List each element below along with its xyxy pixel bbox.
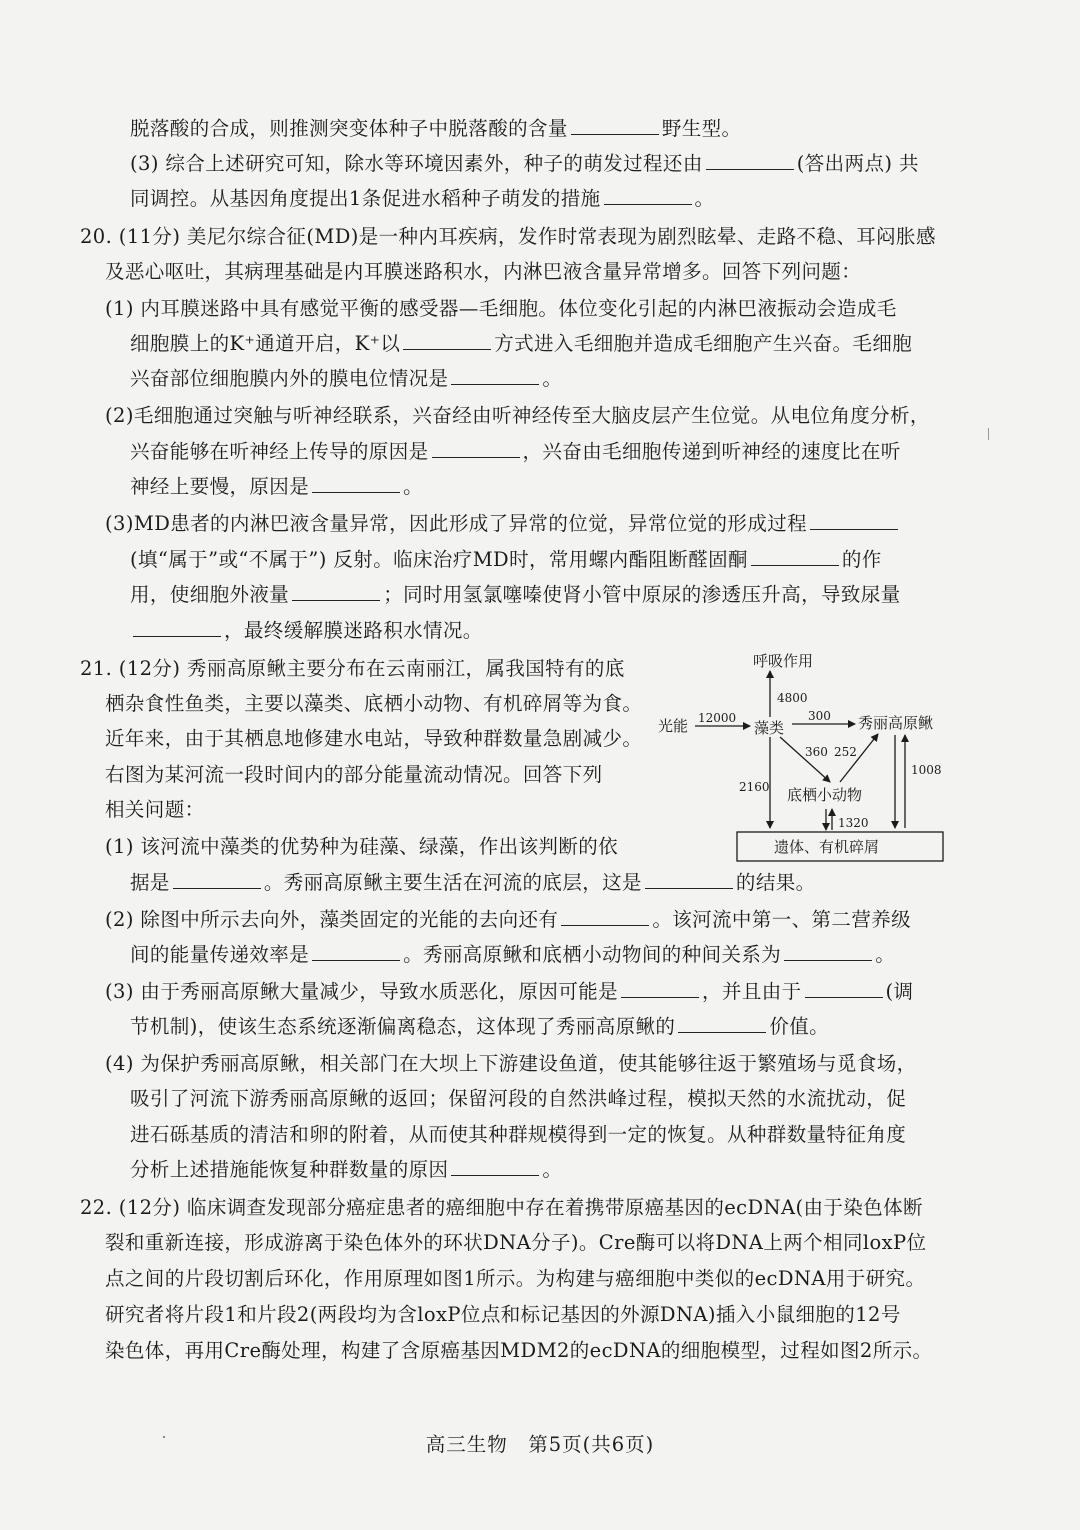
arrow-algae-benthic [780, 737, 830, 782]
text-line: (1) 内耳膜迷路中具有感觉平衡的感受器—毛细胞。体位变化引起的内淋巴液振动会造成毛 [105, 297, 897, 320]
text-line: 节机制)，使该生态系统逐渐偏离稳态，这体现了秀丽高原鳅的 价值。 [130, 1015, 830, 1038]
page-footer: 高三生物 第5页(共6页) [425, 1433, 655, 1456]
question-21-stem: 21. (12分) 秀丽高原鳅主要分布在云南丽江，属我国特有的底 [80, 657, 625, 680]
text-line: 神经上要慢，原因是 。 [130, 475, 424, 498]
answer-blank[interactable] [432, 439, 520, 458]
energy-flow-diagram [650, 645, 960, 870]
value-benthic-fish: 252 [834, 745, 857, 759]
benthic-label: 底栖小动物 [787, 786, 863, 804]
text-line: 染色体，再用Cre酶处理，构建了含原癌基因MDM2的ecDNA的细胞模型，过程如图2所示。 [105, 1339, 933, 1362]
text-line: 相关问题： [105, 798, 205, 821]
value-light-algae: 12000 [698, 711, 737, 725]
answer-blank[interactable] [784, 942, 872, 961]
answer-blank[interactable] [810, 511, 898, 530]
value-benthic-detritus: 1320 [838, 816, 869, 830]
answer-blank[interactable] [451, 1157, 539, 1176]
value-algae-detritus: 2160 [739, 780, 770, 794]
answer-blank[interactable] [604, 186, 692, 205]
text-line: 近年来，由于其栖息地修建水电站，导致种群数量急剧减少。 [105, 727, 643, 750]
answer-blank[interactable] [805, 979, 883, 998]
answer-blank[interactable] [403, 331, 491, 350]
value-algae-benthic: 360 [805, 745, 828, 759]
value-fish-detritus: 1008 [911, 763, 942, 777]
answer-blank[interactable] [292, 582, 380, 601]
text-line: 用，使细胞外液量 ；同时用氢氯噻嗪使肾小管中原尿的渗透压升高，导致尿量 [130, 583, 901, 606]
text-line: 兴奋部位细胞膜内外的膜电位情况是 。 [130, 367, 563, 390]
text-line: 据是 。秀丽高原鳅主要生活在河流的底层，这是 的结果。 [130, 871, 816, 894]
text-line: 兴奋能够在听神经上传导的原因是 ，兴奋由毛细胞传递到听神经的速度比在听 [130, 440, 901, 463]
text-line: 栖杂食性鱼类，主要以藻类、底栖小动物、有机碎屑等为食。 [105, 692, 643, 715]
text-line: 点之间的片段切割后环化，作用原理如图1所示。为构建与癌细胞中类似的ecDNA用于研究。 [105, 1267, 926, 1290]
answer-blank[interactable] [451, 366, 539, 385]
answer-blank[interactable] [571, 116, 659, 135]
detritus-label: 遗体、有机碎屑 [774, 838, 880, 856]
answer-blank[interactable] [312, 474, 400, 493]
text-line: (4) 为保护秀丽高原鳅，相关部门在大坝上下游建设鱼道，使其能够往返于繁殖场与觅食场， [105, 1052, 917, 1075]
text-line: (填“属于”或“不属于”) 反射。临床治疗MD时，常用螺内酯阻断醛固酮 的作 [130, 548, 882, 571]
value-algae-respiration: 4800 [777, 691, 808, 705]
text-line: 间的能量传递效率是 。秀丽高原鳅和底栖小动物间的种间关系为 。 [130, 943, 896, 966]
text-line: (3) 综合上述研究可知，除水等环境因素外，种子的萌发过程还由 (答出两点) 共 [130, 152, 919, 175]
text-line: 进石砾基质的清洁和卵的附着，从而使其种群规模得到一定的恢复。从种群数量特征角度 [130, 1123, 907, 1146]
light-label: 光能 [658, 717, 689, 735]
answer-blank[interactable] [173, 870, 261, 889]
fish-label: 秀丽高原鳅 [858, 714, 934, 732]
answer-blank[interactable] [133, 618, 221, 637]
answer-blank[interactable] [751, 547, 839, 566]
respiration-label: 呼吸作用 [753, 652, 814, 670]
text-line: 分析上述措施能恢复种群数量的原因 。 [130, 1158, 563, 1181]
text-line: (2) 除图中所示去向外，藻类固定的光能的去向还有 。该河流中第一、第二营养级 [105, 908, 912, 931]
text-line: 同调控。从基因角度提出1条促进水稻种子萌发的措施 。 [130, 187, 715, 210]
question-20-stem: 20. (11分) 美尼尔综合征(MD)是一种内耳疾病，发作时常表现为剧烈眩晕、走路不稳、耳闷胀感 [80, 225, 936, 248]
answer-blank[interactable] [645, 870, 733, 889]
answer-blank[interactable] [706, 151, 794, 170]
text-line: 细胞膜上的K⁺通道开启，K⁺以 方式进入毛细胞并造成毛细胞产生兴奋。毛细胞 [130, 332, 913, 355]
answer-blank[interactable] [561, 907, 649, 926]
text-line: (3)MD患者的内淋巴液含量异常，因此形成了异常的位觉，异常位觉的形成过程 [105, 511, 901, 537]
text-line: 吸引了河流下游秀丽高原鳅的返回；保留河段的自然洪峰过程，模拟天然的水流扰动，促 [130, 1087, 907, 1110]
question-22-stem: 22. (12分) 临床调查发现部分癌症患者的癌细胞中存在着携带原癌基因的ecDNA(由于染色体断 [80, 1196, 923, 1219]
answer-blank[interactable] [312, 942, 400, 961]
text-line: ，最终缓解膜迷路积水情况。 [130, 618, 483, 644]
text-line: (2)毛细胞通过突触与听神经联系，兴奋经由听神经传至大脑皮层产生位觉。从电位角度分析， [105, 404, 930, 427]
answer-blank[interactable] [678, 1014, 766, 1033]
text-line: 脱落酸的合成，则推测突变体种子中脱落酸的含量 野生型。 [130, 117, 742, 140]
text-line: 裂和重新连接，形成游离于染色体外的环状DNA分子)。Cre酶可以将DNA上两个相同loxP位 [105, 1231, 927, 1254]
text-line: (3) 由于秀丽高原鳅大量减少，导致水质恶化，原因可能是 ，并且由于 (调 [105, 980, 914, 1003]
text-line: (1) 该河流中藻类的优势种为硅藻、绿藻，作出该判断的依 [105, 835, 619, 858]
answer-blank[interactable] [621, 979, 699, 998]
value-algae-fish: 300 [808, 709, 831, 723]
algae-label: 藻类 [754, 719, 785, 737]
text-line: 研究者将片段1和片段2(两段均为含loxP位点和标记基因的外源DNA)插入小鼠细胞的12号 [105, 1303, 901, 1326]
text-line: 及恶心呕吐，其病理基础是内耳膜迷路积水，内淋巴液含量异常增多。回答下列问题： [105, 260, 862, 283]
text-line: 右图为某河流一段时间内的部分能量流动情况。回答下列 [105, 763, 603, 786]
scan-speck [988, 428, 989, 440]
